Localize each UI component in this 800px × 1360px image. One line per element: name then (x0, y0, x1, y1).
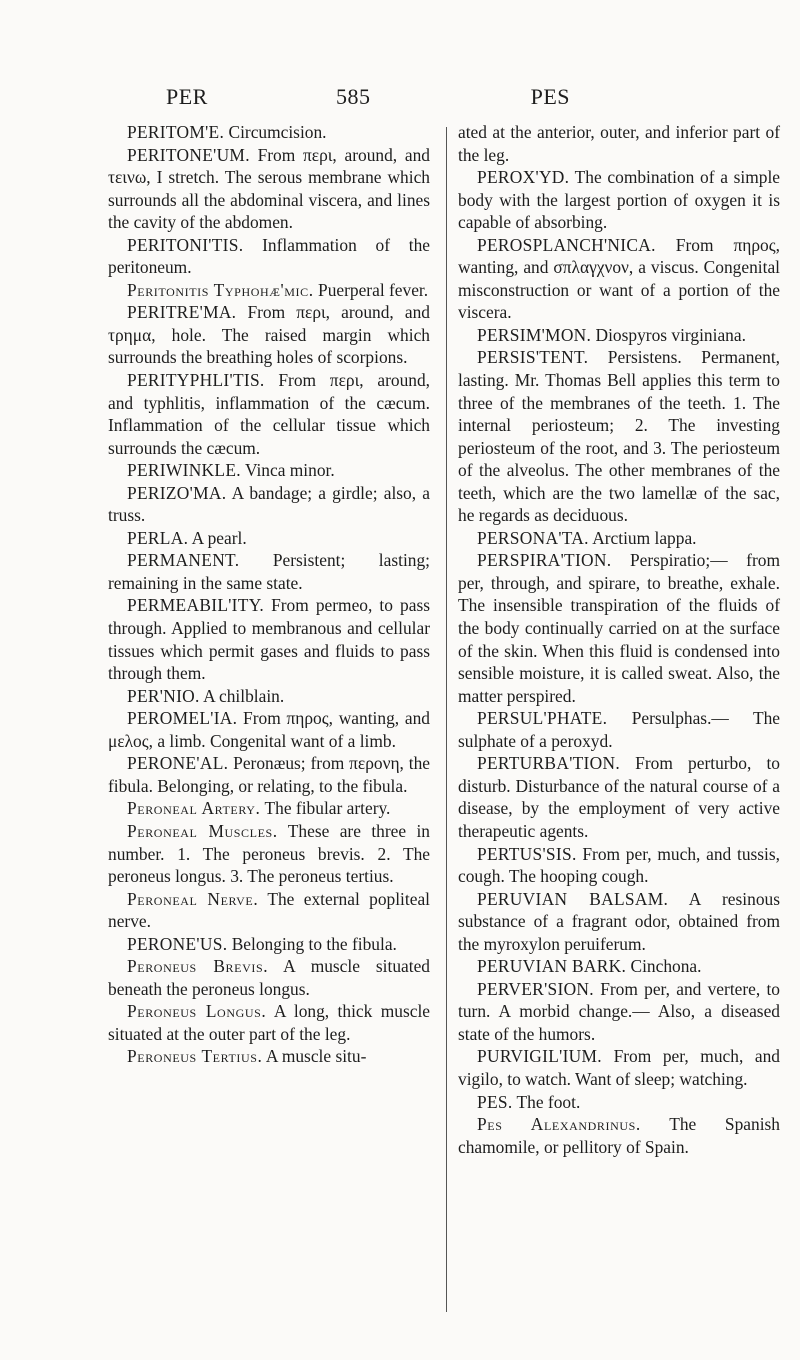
entry-definition: From per, much, and tussis, cough. The hooping cough. (458, 843, 780, 887)
entry-headword: Peroneus Tertius. (127, 1046, 263, 1067)
entry-headword: PERTURBA'TION. (477, 753, 621, 774)
entry-definition: The fibular artery. (260, 798, 391, 819)
entry-headword: Peroneus Brevis. (127, 956, 269, 977)
entry-headword: PERIWINKLE. (127, 460, 241, 481)
dictionary-entry (108, 482, 430, 527)
entry-definition: The external popliteal nerve. (108, 888, 430, 932)
entry-headword: PER'NIO. (127, 685, 200, 706)
running-head-first-word: PER (166, 84, 208, 109)
entry-headword: PERMEABIL'ITY. (127, 595, 264, 616)
entry-headword: PERITONI'TIS. (127, 234, 244, 255)
entry-headword: PERVER'SION. (477, 978, 594, 999)
dictionary-entry (458, 549, 780, 707)
entry-definition: The combination of a simple body with the largest portion of oxygen it is capable of absorbing. (458, 167, 780, 233)
entry-definition: From περι, around, and typhlitis, inflammation of the cæcum. Inflammation of the cellular tissue which surrounds the cæcum. (108, 370, 430, 458)
page-number: 585 (336, 84, 371, 109)
dictionary-entry (108, 279, 430, 302)
running-head-last-word: PES (530, 84, 570, 109)
entry-definition: A resinous substance of a fragrant odor, obtained from the myroxylon peruiferum. (458, 888, 780, 954)
entry-headword: PEROSPLANCH'NICA. (477, 234, 656, 255)
dictionary-entry (458, 166, 780, 234)
dictionary-entry (458, 955, 780, 978)
dictionary-entry (458, 324, 780, 347)
entry-headword: PERUVIAN BARK. (477, 956, 627, 977)
dictionary-entry (108, 594, 430, 684)
entry-headword: PERIZO'MA. (127, 482, 227, 503)
dictionary-entry (108, 527, 430, 550)
dictionary-entry (458, 1113, 780, 1158)
dictionary-entry (108, 549, 430, 594)
entry-headword: Peroneal Muscles. (127, 820, 278, 841)
dictionary-entry (108, 797, 430, 820)
entry-headword: Pes Alexandrinus. (477, 1114, 641, 1135)
entry-headword: PERSIS'TENT. (477, 347, 589, 368)
entry-definition: From perturbo, to disturb. Disturbance of the natural course of a disease, by the employment of very active therapeutic agents. (458, 753, 780, 841)
entry-headword: PERLA. (127, 527, 189, 548)
entry-headword: PERONE'US. (127, 933, 228, 954)
entry-definition: From περι, around, and τρημα, hole. The raised margin which surrounds the breathing holes of scorpions. (108, 302, 430, 368)
dictionary-entry (108, 234, 430, 279)
entry-definition: The Spanish chamomile, or pellitory of Spain. (458, 1114, 781, 1157)
dictionary-entry (458, 234, 780, 324)
dictionary-entry (108, 933, 430, 956)
dictionary-entry (108, 820, 430, 888)
dictionary-entry (458, 752, 780, 842)
entry-definition: A muscle situated beneath the peroneus longus. (108, 956, 430, 999)
entry-headword: Peroneal Nerve. (127, 888, 259, 909)
dictionary-entry (108, 888, 430, 933)
entry-definition: Cinchona. (626, 956, 702, 977)
entry-headword: PERUVIAN BALSAM. (477, 888, 669, 909)
entry-headword: PES. (477, 1091, 513, 1112)
entry-headword: PERSUL'PHATE. (477, 708, 608, 729)
entry-definition: Belonging to the fibula. (227, 933, 397, 954)
entry-definition: Diospyros virginiana. (591, 324, 746, 345)
right-column (458, 121, 780, 1158)
dictionary-entry (108, 144, 430, 234)
entry-headword: Peritonitis Typhohæ'mic. (127, 279, 314, 300)
entry-definition: Persistens. Permanent, lasting. Mr. Thomas Bell applies this term to three of the membranes of the teeth. 1. The internal periosteum; 2. The investing periosteum of the root, and 3. The periosteum of the alveolus. The other membranes of the teeth, which are the two lamellæ of the sac, he regards as deciduous. (458, 347, 780, 526)
entry-headword: PERITYPHLI'TIS. (127, 370, 265, 391)
dictionary-entry (108, 1000, 430, 1045)
entry-definition: Persistent; lasting; remaining in the same state. (108, 550, 430, 593)
entry-definition: From per, and vertere, to turn. A morbid change.— Also, a diseased state of the humors. (458, 978, 780, 1044)
entry-headword: Peroneal Artery. (127, 798, 261, 819)
entry-definition: A long, thick muscle situated at the outer part of the leg. (108, 1001, 431, 1044)
entry-headword: PERITONE'UM. (127, 144, 250, 165)
entry-definition: A pearl. (188, 527, 247, 548)
dictionary-entry (458, 1045, 780, 1090)
entry-definition: A muscle situ- (262, 1046, 367, 1067)
entry-definition: These are three in number. 1. The peroneus brevis. 2. The peroneus longus. 3. The peroneus tertius. (108, 820, 430, 887)
entry-definition: ated at the anterior, outer, and inferior part of the leg. (458, 122, 780, 165)
dictionary-entry (108, 459, 430, 482)
entry-definition: Circumcision. (224, 122, 327, 142)
dictionary-entry (458, 888, 780, 956)
entry-definition: A bandage; a girdle; also, a truss. (108, 482, 430, 526)
dictionary-entry (458, 121, 780, 166)
entry-headword: Peroneus Longus. (127, 1001, 267, 1022)
dictionary-entry (108, 301, 430, 369)
entry-definition: From permeo, to pass through. Applied to membranous and cellular tissues which permit gases and fluids to pass through them. (108, 595, 430, 684)
dictionary-entry (108, 121, 430, 144)
running-head (166, 84, 570, 114)
dictionary-entry (458, 843, 780, 888)
dictionary-entry (458, 346, 780, 526)
entry-headword: PERMANENT. (127, 550, 240, 571)
entry-definition: From per, much, and vigilo, to watch. Want of sleep; watching. (458, 1046, 780, 1089)
entry-definition: From περι, around, and τεινω, I stretch. The serous membrane which surrounds all the abdominal viscera, and lines the cavity of the abdomen. (108, 144, 430, 233)
entry-headword: PURVIGIL'IUM. (477, 1046, 602, 1067)
entry-definition: Inflammation of the peritoneum. (108, 234, 430, 278)
entry-headword: PEROMEL'IA. (127, 708, 238, 729)
dictionary-entry (108, 955, 430, 1000)
entry-headword: PERITRE'MA. (127, 302, 237, 323)
entry-definition: The foot. (512, 1091, 581, 1112)
dictionary-entry (458, 527, 780, 550)
dictionary-entry (108, 752, 430, 797)
dictionary-entry (108, 369, 430, 459)
entry-definition: From πηρος, wanting, and σπλαγχνον, a viscus. Congenital misconstruction or want of a portion of the viscera. (458, 234, 780, 323)
dictionary-entry (108, 707, 430, 752)
entry-headword: PERONE'AL. (127, 753, 229, 774)
entry-definition: Persulphas.— The sulphate of a peroxyd. (458, 708, 780, 751)
entry-headword: PEROX'YD. (477, 167, 570, 188)
dictionary-entry (108, 1045, 430, 1068)
entry-headword: PERSPIRA'TION. (477, 550, 612, 571)
dictionary-entry (458, 1091, 780, 1114)
entry-definition: Vinca minor. (240, 460, 335, 481)
entry-headword: PERSIM'MON. (477, 324, 592, 345)
entry-definition: Puerperal fever. (313, 279, 429, 300)
entry-headword: PERITOM'E. (127, 122, 225, 142)
entry-definition: From πηρος, wanting, and μελος, a limb. Congenital want of a limb. (108, 708, 430, 751)
dictionary-entry (458, 978, 780, 1046)
entry-definition: Arctium lappa. (588, 527, 697, 548)
entry-definition: Peronæus; from περονη, the fibula. Belonging, or relating, to the fibula. (108, 753, 430, 796)
entry-headword: PERSONA'TA. (477, 527, 589, 548)
dictionary-entry (108, 685, 430, 708)
column-divider (446, 127, 447, 1312)
left-column (108, 121, 430, 1068)
entry-definition: A chilblain. (199, 685, 285, 706)
entry-headword: PERTUS'SIS. (477, 843, 577, 864)
dictionary-entry (458, 707, 780, 752)
entry-definition: Perspiratio;— from per, through, and spirare, to breathe, exhale. The insensible transpiration of the fluids of the body continually carried on at the surface of the skin. When this fluid is condensed into sensible moisture, it is called sweat. Also, the matter perspired. (458, 550, 780, 706)
